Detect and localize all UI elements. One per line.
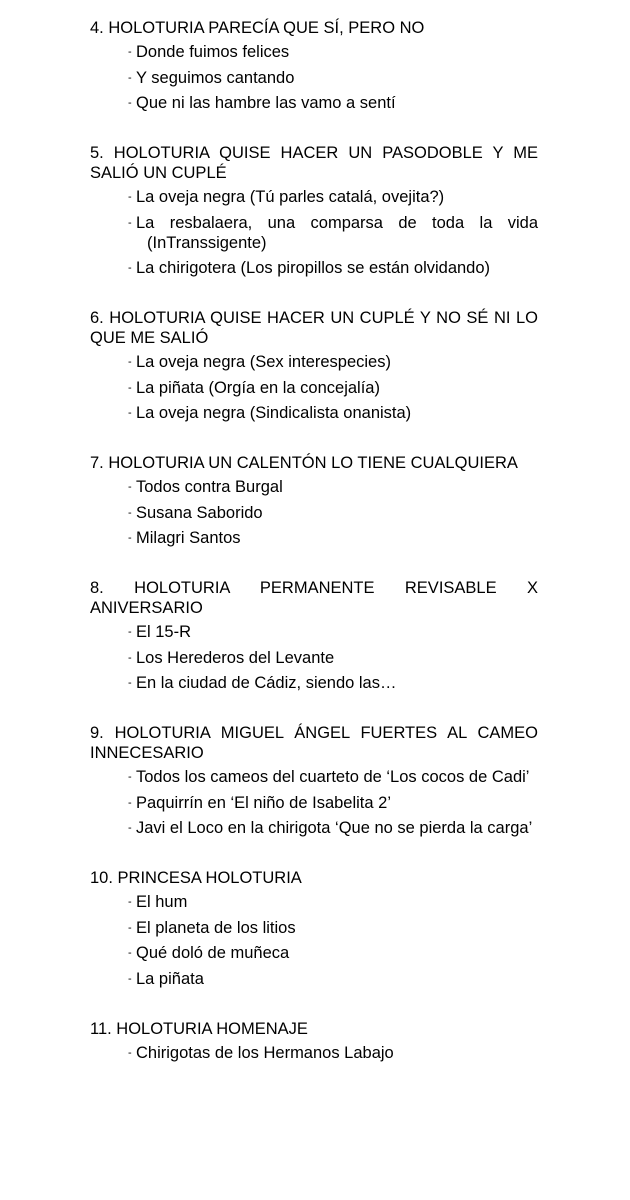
award-section [90, 18, 538, 113]
bullet-dash: - [128, 356, 132, 368]
section-title: 6. HOLOTURIA QUISE HACER UN CUPLÉ Y NO SÉ NI LO QUE ME SALIÓ [90, 309, 538, 347]
bullet-dash: - [128, 626, 132, 638]
list-item-text: El planeta de los litios [136, 918, 296, 937]
list-item [128, 793, 538, 813]
bullet-dash: - [128, 651, 132, 664]
bullet-dash: - [128, 381, 132, 394]
bullet-dash: - [128, 407, 132, 419]
bullet-dash: - [128, 71, 132, 84]
bullet-dash: - [128, 46, 132, 58]
award-section [90, 143, 538, 278]
list-item-text: Los Herederos del Levante [136, 648, 335, 667]
section-title: 11. HOLOTURIA HOMENAJE [90, 1019, 308, 1038]
list-item [128, 528, 538, 548]
award-section [90, 453, 538, 548]
bullet-dash: - [128, 771, 132, 783]
list-item-text: La oveja negra (Sindicalista onanista) [136, 404, 412, 422]
bullet-dash: - [128, 972, 132, 985]
bullet-dash: - [128, 896, 132, 908]
list-item [128, 403, 538, 423]
list-item-text: Todos contra Burgal [136, 478, 283, 496]
award-section [90, 868, 538, 989]
list-item-text: Milagri Santos [136, 529, 241, 547]
list-item [128, 352, 538, 372]
section-title: 9. HOLOTURIA MIGUEL ÁNGEL FUERTES AL CAMEO INNECESARIO [90, 724, 538, 762]
list-item [128, 767, 538, 787]
bullet-dash: - [128, 532, 132, 544]
list-item [128, 918, 538, 938]
list-item-text: Qué doló de muñeca [136, 944, 290, 962]
list-item [128, 622, 538, 642]
section-title: 4. HOLOTURIA PARECÍA QUE SÍ, PERO NO [90, 19, 425, 37]
bullet-dash: - [128, 506, 132, 519]
section-title: 8. HOLOTURIA PERMANENTE REVISABLE X ANIVERSARIO [90, 579, 538, 617]
list-item-text: Chirigotas de los Hermanos Labajo [136, 1043, 394, 1062]
list-item-text: Susana Saborido [136, 503, 263, 522]
list-item-text: La oveja negra (Sex interespecies) [136, 353, 391, 371]
award-section [90, 308, 538, 423]
list-item [128, 258, 538, 278]
section-title: 10. PRINCESA HOLOTURIA [90, 869, 302, 887]
list-item [128, 378, 538, 398]
list-item-text: Y seguimos cantando [136, 68, 295, 87]
bullet-dash: - [128, 97, 132, 109]
list-item [128, 213, 538, 253]
bullet-dash: - [128, 822, 132, 834]
list-item-text: La chirigotera (Los piropillos se están olvidando) [136, 259, 491, 277]
bullet-dash: - [128, 1046, 132, 1059]
list-item-text: Todos los cameos del cuarteto de ‘Los cocos de Cadi’ [136, 768, 530, 786]
list-item-text: La resbalaera, una comparsa de toda la vida (InTranssigente) [136, 213, 538, 252]
list-item [128, 673, 538, 693]
list-item-text: El hum [136, 893, 188, 911]
list-item-text: Paquirrín en ‘El niño de Isabelita 2’ [136, 793, 391, 812]
bullet-dash: - [128, 481, 132, 493]
award-section [90, 1019, 538, 1063]
award-section [90, 723, 538, 838]
list-item [128, 1043, 538, 1063]
list-item [128, 187, 538, 207]
bullet-dash: - [128, 216, 132, 229]
list-item-text: En la ciudad de Cádiz, siendo las… [136, 674, 397, 692]
bullet-dash: - [128, 677, 132, 689]
list-item [128, 648, 538, 668]
list-item-text: Donde fuimos felices [136, 43, 290, 61]
bullet-dash: - [128, 191, 132, 203]
list-item [128, 943, 538, 963]
bullet-dash: - [128, 947, 132, 959]
bullet-dash: - [128, 796, 132, 809]
list-item [128, 477, 538, 497]
list-item [128, 503, 538, 523]
section-title: 5. HOLOTURIA QUISE HACER UN PASODOBLE Y ME SALIÓ UN CUPLÉ [90, 144, 538, 182]
list-item-text: Javi el Loco en la chirigota ‘Que no se pierda la carga’ [136, 819, 533, 837]
list-item [128, 969, 538, 989]
list-item-text: Que ni las hambre las vamo a sentí [136, 94, 396, 112]
list-item-text: La oveja negra (Tú parles catalá, ovejita?) [136, 188, 445, 206]
list-item [128, 818, 538, 838]
section-title: 7. HOLOTURIA UN CALENTÓN LO TIENE CUALQUIERA [90, 454, 518, 472]
bullet-dash: - [128, 921, 132, 934]
bullet-dash: - [128, 262, 132, 274]
list-item [128, 42, 538, 62]
award-section [90, 578, 538, 693]
list-item-text: La piñata [136, 969, 204, 988]
list-item-text: El 15-R [136, 623, 192, 641]
list-item-text: La piñata (Orgía en la concejalía) [136, 378, 380, 397]
list-item [128, 68, 538, 88]
list-item [128, 892, 538, 912]
list-item [128, 93, 538, 113]
